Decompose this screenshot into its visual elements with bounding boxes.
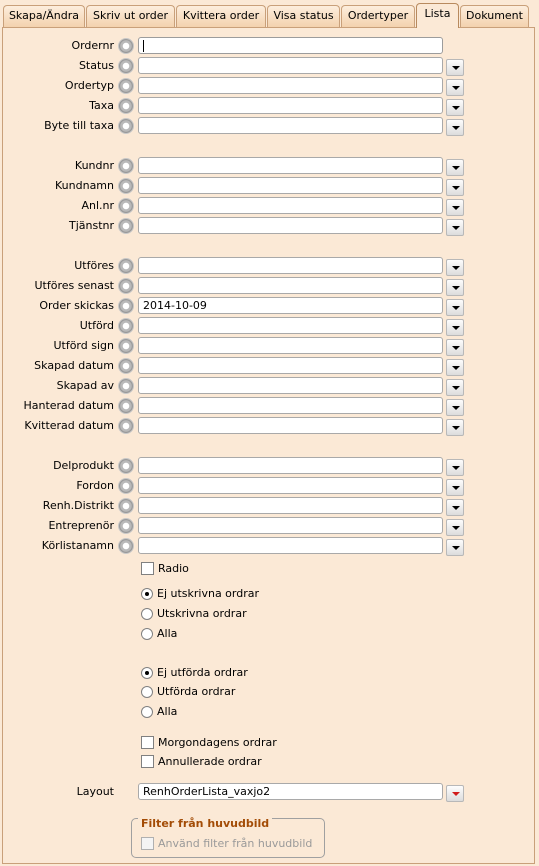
row-delprodukt	[0, 456, 539, 476]
korlistanamn-input[interactable]	[138, 537, 443, 554]
radio-button[interactable]	[141, 667, 153, 679]
entreprenor-label: Entreprenör	[48, 519, 114, 532]
gear-icon[interactable]	[118, 178, 134, 194]
skapad-av-input[interactable]	[138, 377, 443, 394]
entreprenor-input[interactable]	[138, 517, 443, 534]
gear-icon[interactable]	[118, 318, 134, 334]
kvitterad-datum-label: Kvitterad datum	[24, 419, 114, 432]
utford-label: Utförd	[79, 319, 114, 332]
ordertyp-input[interactable]	[138, 77, 443, 94]
gear-icon[interactable]	[118, 378, 134, 394]
status-dropdown-button[interactable]	[446, 59, 464, 76]
anl-nr-label: Anl.nr	[81, 199, 114, 212]
row-utfores-senast	[0, 276, 539, 296]
radio-checkbox[interactable]	[141, 562, 154, 575]
radio-utskrivna-label: Utskrivna ordrar	[157, 607, 247, 620]
gear-icon[interactable]	[118, 278, 134, 294]
byte-till-taxa-label: Byte till taxa	[44, 119, 114, 132]
anvand-filter-label: Använd filter från huvudbild	[158, 837, 313, 850]
skapad-datum-input[interactable]	[138, 357, 443, 374]
gear-icon[interactable]	[118, 538, 134, 554]
tjanstnr-input[interactable]	[138, 217, 443, 234]
row-renh-distrikt	[0, 496, 539, 516]
radio-button[interactable]	[141, 588, 153, 600]
annullerade-checkbox[interactable]	[141, 755, 154, 768]
renh-distrikt-input[interactable]	[138, 497, 443, 514]
row-status	[0, 56, 539, 76]
tab-ordertyper[interactable]: Ordertyper	[341, 5, 415, 27]
status-input[interactable]	[138, 57, 443, 74]
gear-icon[interactable]	[118, 478, 134, 494]
row-utford	[0, 316, 539, 336]
morgondagens-checkbox[interactable]	[141, 736, 154, 749]
anl-nr-dropdown-button[interactable]	[446, 199, 464, 216]
korlistanamn-dropdown-button[interactable]	[446, 539, 464, 556]
radio-alla-done-label: Alla	[157, 705, 178, 718]
order-skickas-input[interactable]: 2014-10-09	[138, 297, 443, 314]
row-kundnr	[0, 156, 539, 176]
gear-icon[interactable]	[118, 298, 134, 314]
skapad-av-dropdown-button[interactable]	[446, 379, 464, 396]
row-tjanstnr	[0, 216, 539, 236]
tab-skapa-andra[interactable]: Skapa/Ändra	[3, 5, 85, 27]
row-ordertyp	[0, 76, 539, 96]
layout-input[interactable]: RenhOrderLista_vaxjo2	[138, 783, 443, 800]
radio-checkbox-label: Radio	[158, 562, 189, 575]
delprodukt-label: Delprodukt	[53, 459, 114, 472]
gear-icon[interactable]	[118, 38, 134, 54]
tab-visa-status[interactable]: Visa status	[267, 5, 340, 27]
gear-icon[interactable]	[118, 218, 134, 234]
gear-icon[interactable]	[118, 118, 134, 134]
radio-alla-print-label: Alla	[157, 627, 178, 640]
row-kvitterad-datum	[0, 416, 539, 436]
entreprenor-dropdown-button[interactable]	[446, 519, 464, 536]
renh-distrikt-dropdown-button[interactable]	[446, 499, 464, 516]
order-skickas-dropdown-button[interactable]	[446, 299, 464, 316]
ordernr-input[interactable]	[138, 37, 443, 54]
gear-icon[interactable]	[118, 498, 134, 514]
utfores-dropdown-button[interactable]	[446, 259, 464, 276]
gear-icon[interactable]	[118, 398, 134, 414]
gear-icon[interactable]	[118, 518, 134, 534]
row-ordernr	[0, 36, 539, 56]
ordernr-label: Ordernr	[71, 39, 114, 52]
kvitterad-datum-input[interactable]	[138, 417, 443, 434]
gear-icon[interactable]	[118, 98, 134, 114]
layout-dropdown-button[interactable]	[446, 785, 464, 802]
row-kundnamn	[0, 176, 539, 196]
kundnr-label: Kundnr	[74, 159, 114, 172]
gear-icon[interactable]	[118, 458, 134, 474]
renh-distrikt-label: Renh.Distrikt	[42, 499, 114, 512]
utfores-senast-dropdown-button[interactable]	[446, 279, 464, 296]
row-taxa	[0, 96, 539, 116]
gear-icon[interactable]	[118, 258, 134, 274]
utford-sign-dropdown-button[interactable]	[446, 339, 464, 356]
row-anl-nr	[0, 196, 539, 216]
filter-legend: Filter från huvudbild	[138, 817, 272, 831]
delprodukt-dropdown-button[interactable]	[446, 459, 464, 476]
byte-till-taxa-dropdown-button[interactable]	[446, 119, 464, 136]
skapad-datum-label: Skapad datum	[34, 359, 114, 372]
row-skapad-av	[0, 376, 539, 396]
utfores-senast-input[interactable]	[138, 277, 443, 294]
fordon-label: Fordon	[76, 479, 114, 492]
utford-sign-label: Utförd sign	[53, 339, 114, 352]
taxa-dropdown-button[interactable]	[446, 99, 464, 116]
tab-kvittera-order[interactable]: Kvittera order	[176, 5, 266, 27]
gear-icon[interactable]	[118, 358, 134, 374]
utford-sign-input[interactable]	[138, 337, 443, 354]
anvand-filter-checkbox[interactable]	[141, 837, 154, 850]
row-skapad-datum	[0, 356, 539, 376]
text-caret	[143, 40, 144, 52]
row-utfores	[0, 256, 539, 276]
gear-icon[interactable]	[118, 58, 134, 74]
gear-icon[interactable]	[118, 78, 134, 94]
tab-skriv-ut-order[interactable]: Skriv ut order	[86, 5, 175, 27]
kundnamn-label: Kundnamn	[55, 179, 114, 192]
anl-nr-input[interactable]	[138, 197, 443, 214]
hanterad-datum-input[interactable]	[138, 397, 443, 414]
gear-icon[interactable]	[118, 418, 134, 434]
row-korlistanamn	[0, 536, 539, 556]
row-hanterad-datum	[0, 396, 539, 416]
kundnr-input[interactable]	[138, 157, 443, 174]
delprodukt-input[interactable]	[138, 457, 443, 474]
fordon-input[interactable]	[138, 477, 443, 494]
radio-button[interactable]	[141, 706, 153, 718]
kundnr-dropdown-button[interactable]	[446, 159, 464, 176]
utford-input[interactable]	[138, 317, 443, 334]
tjanstnr-label: Tjänstnr	[68, 219, 114, 232]
kvitterad-datum-dropdown-button[interactable]	[446, 419, 464, 436]
ordertyp-label: Ordertyp	[64, 79, 114, 92]
hanterad-datum-label: Hanterad datum	[23, 399, 114, 412]
gear-icon[interactable]	[118, 158, 134, 174]
gear-icon[interactable]	[118, 338, 134, 354]
tjanstnr-dropdown-button[interactable]	[446, 219, 464, 236]
gear-icon[interactable]	[118, 198, 134, 214]
status-label: Status	[78, 59, 114, 72]
tab-lista[interactable]: Lista	[416, 3, 459, 28]
order-skickas-label: Order skickas	[39, 299, 114, 312]
tab-bar	[0, 0, 539, 28]
taxa-label: Taxa	[89, 99, 114, 112]
row-byte-till-taxa	[0, 116, 539, 136]
row-layout	[0, 782, 539, 802]
radio-ej-utskrivna-label: Ej utskrivna ordrar	[157, 587, 260, 600]
radio-button[interactable]	[141, 686, 153, 698]
skapad-datum-dropdown-button[interactable]	[446, 359, 464, 376]
layout-label: Layout	[76, 785, 114, 798]
kundnamn-dropdown-button[interactable]	[446, 179, 464, 196]
annullerade-label: Annullerade ordrar	[158, 755, 262, 768]
hanterad-datum-dropdown-button[interactable]	[446, 399, 464, 416]
ordertyp-dropdown-button[interactable]	[446, 79, 464, 96]
kundnamn-input[interactable]	[138, 177, 443, 194]
row-utford-sign	[0, 336, 539, 356]
radio-ej-utforda-label: Ej utförda ordrar	[157, 666, 248, 679]
tab-dokument[interactable]: Dokument	[460, 5, 529, 27]
morgondagens-label: Morgondagens ordrar	[158, 736, 277, 749]
skapad-av-label: Skapad av	[56, 379, 114, 392]
row-entreprenor	[0, 516, 539, 536]
radio-button[interactable]	[141, 608, 153, 620]
radio-utforda-label: Utförda ordrar	[157, 685, 236, 698]
utfores-input[interactable]	[138, 257, 443, 274]
utfores-label: Utföres	[74, 259, 114, 272]
fordon-dropdown-button[interactable]	[446, 479, 464, 496]
row-order-skickas	[0, 296, 539, 316]
taxa-input[interactable]	[138, 97, 443, 114]
radio-button[interactable]	[141, 628, 153, 640]
row-fordon	[0, 476, 539, 496]
korlistanamn-label: Körlistanamn	[41, 539, 114, 552]
byte-till-taxa-input[interactable]	[138, 117, 443, 134]
utfores-senast-label: Utföres senast	[34, 279, 114, 292]
utford-dropdown-button[interactable]	[446, 319, 464, 336]
